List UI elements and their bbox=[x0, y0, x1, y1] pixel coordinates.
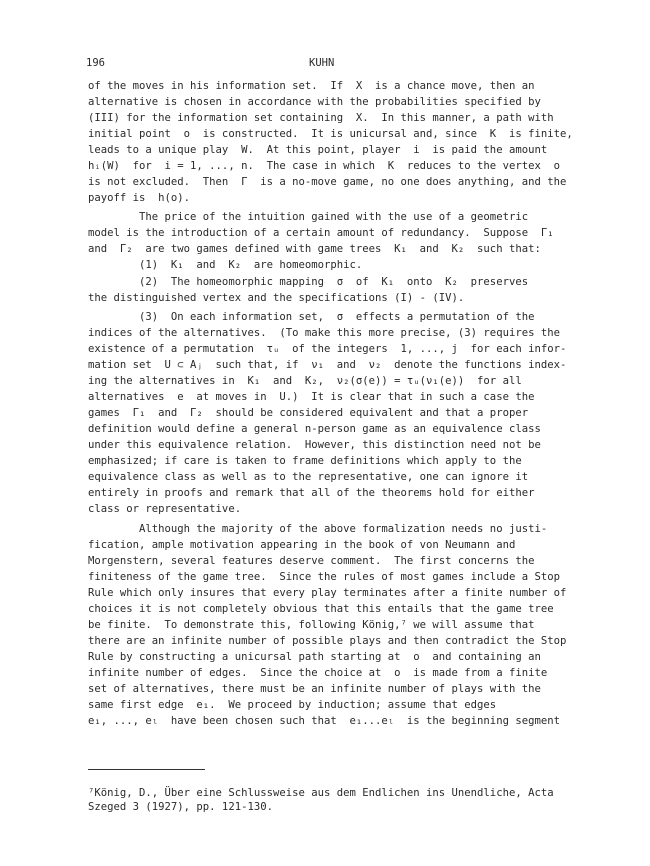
footnote-rule bbox=[88, 769, 205, 770]
body-line: finiteness of the game tree. Since the rules of most games include a Stop bbox=[88, 571, 560, 583]
body-line: class or representative. bbox=[88, 503, 242, 515]
body-line: existence of a permutation τᵤ of the integers 1, ..., j for each infor- bbox=[88, 343, 567, 355]
body-line: fication, ample motivation appearing in the book of von Neumann and bbox=[88, 539, 516, 551]
running-head: KUHN bbox=[309, 57, 335, 69]
body-line: infinite number of edges. Since the choice at o is made from a finite bbox=[88, 667, 548, 679]
body-line: (2) The homeomorphic mapping σ of K₁ onto K₂ preserves bbox=[88, 276, 529, 288]
body-line: Although the majority of the above formalization needs no justi- bbox=[88, 523, 548, 535]
body-line: hᵢ(W) for i = 1, ..., n. The case in which K reduces to the vertex o bbox=[88, 160, 560, 172]
body-line: and Γ₂ are two games defined with game trees K₁ and K₂ such that: bbox=[88, 243, 541, 255]
body-line: Rule which only insures that every play terminates after a finite number of bbox=[88, 587, 567, 599]
body-line: of the moves in his information set. If X is a chance move, then an bbox=[88, 80, 535, 92]
body-line: same first edge e₁. We proceed by induction; assume that edges bbox=[88, 699, 497, 711]
body-line: initial point o is constructed. It is unicursal and, since K is finite, bbox=[88, 128, 573, 140]
body-line: equivalence class as well as to the representative, one can ignore it bbox=[88, 471, 529, 483]
body-line: payoff is h(o). bbox=[88, 192, 191, 204]
body-line: Morgenstern, several features deserve comment. The first concerns the bbox=[88, 555, 535, 567]
page-number: 196 bbox=[86, 57, 105, 69]
body-line: (3) On each information set, σ effects a permutation of the bbox=[88, 311, 535, 323]
body-line: under this equivalence relation. However, this distinction need not be bbox=[88, 439, 541, 451]
body-line: model is the introduction of a certain amount of redundancy. Suppose Γ₁ bbox=[88, 227, 554, 239]
body-line: Rule by constructing a unicursal path starting at o and containing an bbox=[88, 651, 541, 663]
body-line: definition would define a general n-person game as an equivalence class bbox=[88, 423, 541, 435]
body-line: entirely in proofs and remark that all of the theorems hold for either bbox=[88, 487, 535, 499]
body-line: (III) for the information set containing X. In this manner, a path with bbox=[88, 112, 554, 124]
body-line: (1) K₁ and K₂ are homeomorphic. bbox=[88, 259, 363, 271]
body-line: set of alternatives, there must be an infinite number of plays with the bbox=[88, 683, 541, 695]
body-line: games Γ₁ and Γ₂ should be considered equivalent and that a proper bbox=[88, 407, 529, 419]
body-line: be finite. To demonstrate this, following König,⁷ we will assume that bbox=[88, 619, 535, 631]
body-line: the distinguished vertex and the specifications (I) - (IV). bbox=[88, 292, 465, 304]
footnote-line: Szeged 3 (1927), pp. 121-130. bbox=[88, 801, 273, 813]
body-line: emphasized; if care is taken to frame definitions which apply to the bbox=[88, 455, 522, 467]
body-line: alternatives e at moves in U.) It is clear that in such a case the bbox=[88, 391, 535, 403]
body-line: choices it is not completely obvious that this entails that the game tree bbox=[88, 603, 554, 615]
body-line: indices of the alternatives. (To make this more precise, (3) requires the bbox=[88, 327, 560, 339]
footnote-line: ⁷König, D., Über eine Schlussweise aus dem Endlichen ins Unendliche, Acta bbox=[88, 787, 554, 799]
body-line: leads to a unique play W. At this point, player i is paid the amount bbox=[88, 144, 548, 156]
body-line: is not excluded. Then Γ is a no-move game, no one does anything, and the bbox=[88, 176, 567, 188]
body-line: The price of the intuition gained with the use of a geometric bbox=[88, 211, 529, 223]
body-line: mation set U ⊂ Aⱼ such that, if ν₁ and ν₂ denote the functions index- bbox=[88, 359, 567, 371]
body-line: ing the alternatives in K₁ and K₂, ν₂(σ(e)) = τᵤ(ν₁(e)) for all bbox=[88, 375, 522, 387]
body-line: there are an infinite number of possible plays and then contradict the Stop bbox=[88, 635, 567, 647]
body-line: e₁, ..., eₗ have been chosen such that e₁...eₗ is the beginning segment bbox=[88, 715, 560, 727]
body-line bbox=[88, 730, 580, 744]
body-line: alternative is chosen in accordance with the probabilities specified by bbox=[88, 96, 541, 108]
